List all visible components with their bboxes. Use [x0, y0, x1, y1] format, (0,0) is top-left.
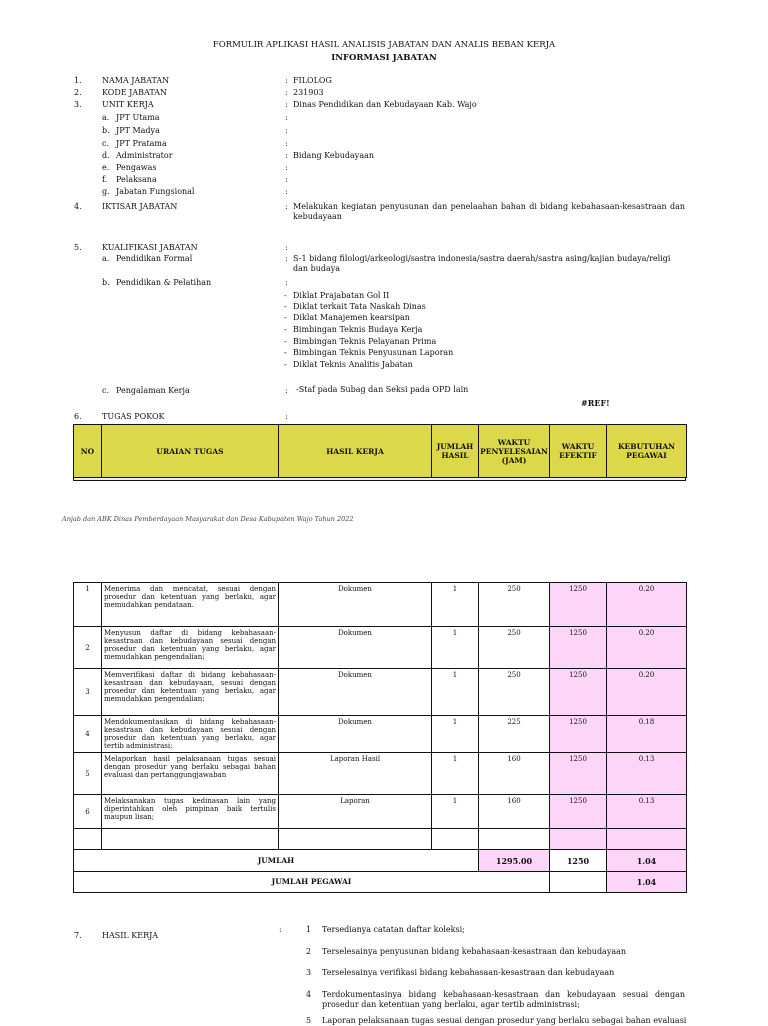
- list-item: Terselesainya verifikasi bidang kebahasaan-kesastraan dan kebudayaan: [322, 968, 615, 977]
- list-item: Laporan pelaksanaan tugas sesuai dengan prosedur yang berlaku sebagai bahan evaluasi: [322, 1016, 687, 1025]
- colon: :: [285, 243, 288, 252]
- sub-letter: b.: [102, 126, 110, 135]
- row-label: HASIL KERJA: [102, 931, 159, 940]
- cell-efektif: 1250: [550, 716, 607, 753]
- cell-efektif: 1250: [550, 669, 607, 716]
- list-item: Bimbingan Teknis Pelayanan Prima: [293, 337, 437, 346]
- cell-jumlah: 1: [432, 753, 479, 795]
- list-bullet: -: [284, 360, 287, 369]
- list-bullet: -: [284, 325, 287, 334]
- cell-waktu: 225: [479, 716, 550, 753]
- sub-label: Pengalaman Kerja: [116, 386, 190, 395]
- list-bullet: -: [284, 337, 287, 346]
- row-number: 4.: [74, 202, 82, 211]
- colon: :: [285, 88, 288, 97]
- cell-jumlah: 1: [432, 583, 479, 627]
- colon: :: [285, 139, 288, 148]
- cell-jumlah: 1: [432, 669, 479, 716]
- sub-letter: f.: [102, 175, 108, 184]
- cell-kebutuhan: 0.20: [607, 627, 687, 669]
- colon: :: [285, 175, 288, 184]
- row-value: Melakukan kegiatan penyusunan dan penelaahan bahan di bidang kebahasaan-kesastraan dan kebudayaan: [293, 202, 685, 221]
- row-number: 3.: [74, 100, 82, 109]
- list-item: Terselesainya penyusunan bidang kebahasaan-kesastraan dan kebudayaan: [322, 947, 627, 956]
- list-number: 5: [306, 1016, 312, 1025]
- sub-letter: a.: [102, 113, 110, 122]
- sub-label: Pengawas: [116, 163, 157, 172]
- cell-uraian: Melaporkan hasil pelaksanaan tugas sesuai dengan prosedur yang berlaku sebagai bahan evaluasi dan pertanggungjawaban: [102, 753, 279, 795]
- row-value: -Staf pada Subag dan Seksi pada OPD lain: [296, 385, 469, 394]
- cell-jumlah: 1: [432, 627, 479, 669]
- footer-note: Anjab dan ABK Dinas Pemberdayaan Masyarakat dan Desa Kabupaten Wajo Tahun 2022: [62, 515, 354, 523]
- row-value: Bidang Kebudayaan: [293, 151, 375, 160]
- cell-hasil: Laporan Hasil: [279, 753, 432, 795]
- list-item: Diklat Prajabatan Gol II: [293, 291, 390, 300]
- sub-label: Administrator: [116, 151, 173, 160]
- colon: :: [285, 254, 288, 263]
- cell-waktu: 250: [479, 583, 550, 627]
- cell-efektif: 1250: [550, 795, 607, 829]
- header-waktu-efektif: WAKTU EFEKTIF: [550, 425, 607, 478]
- list-number: 4: [306, 990, 312, 999]
- cell-waktu: 160: [479, 795, 550, 829]
- row-number: 7.: [74, 931, 82, 940]
- header-no: NO: [74, 425, 102, 478]
- cell-waktu: 160: [479, 753, 550, 795]
- section-title: INFORMASI JABATAN: [331, 53, 437, 63]
- form-title: FORMULIR APLIKASI HASIL ANALISIS JABATAN DAN ANALIS BEBAN KERJA: [212, 40, 556, 50]
- colon: :: [285, 412, 288, 421]
- colon: :: [285, 151, 288, 160]
- sub-label: JPT Utama: [116, 113, 160, 122]
- tasks-table: [73, 582, 687, 893]
- row-number: 1.: [74, 76, 82, 85]
- list-bullet: -: [284, 291, 287, 300]
- header-kebutuhan: KEBUTUHAN PEGAWAI: [607, 425, 687, 478]
- colon: :: [285, 126, 288, 135]
- list-number: 2: [306, 947, 312, 956]
- sub-label: JPT Madya: [116, 126, 160, 135]
- colon: :: [285, 100, 288, 109]
- table-row-empty: [74, 829, 687, 850]
- colon: :: [285, 187, 288, 196]
- cell-no: 6: [74, 795, 102, 829]
- table-row: [74, 583, 687, 627]
- cell-efektif: 1250: [550, 627, 607, 669]
- table-row: [74, 627, 687, 669]
- cell-hasil: Dokumen: [279, 669, 432, 716]
- cell-kebutuhan: 0.13: [607, 795, 687, 829]
- sub-label: Jabatan Fungsional: [116, 187, 195, 196]
- cell-no: 3: [74, 669, 102, 716]
- row-number: 5.: [74, 243, 82, 252]
- list-bullet: -: [284, 313, 287, 322]
- cell-uraian: Melaksanakan tugas kedinasan lain yang diperintahkan oleh pimpinan baik tertulis maupun lisan;: [102, 795, 279, 829]
- cell-uraian: Menyusun daftar di bidang kebahasaan-kesastraan dan kebudayaan sesuai dengan prosedur dan ketentuan yang berlaku, agar memudahkan pengendalian;: [102, 627, 279, 669]
- list-number: 1: [306, 925, 312, 934]
- table-row: [74, 795, 687, 829]
- colon: :: [285, 386, 288, 395]
- pegawai-label: JUMLAH PEGAWAI: [74, 872, 550, 893]
- cell-no: 1: [74, 583, 102, 627]
- row-label: UNIT KERJA: [102, 100, 154, 109]
- row-value: 231903: [293, 88, 324, 97]
- cell-efektif: 1250: [550, 753, 607, 795]
- colon: :: [285, 76, 288, 85]
- row-label: KUALIFIKASI JABATAN: [102, 243, 198, 252]
- table-row: [74, 669, 687, 716]
- cell-hasil: Dokumen: [279, 627, 432, 669]
- sub-letter: c.: [102, 139, 110, 148]
- total-row: [74, 850, 687, 872]
- cell-efektif: 1250: [550, 583, 607, 627]
- sub-label: Pelaksana: [116, 175, 157, 184]
- cell-kebutuhan: 0.13: [607, 753, 687, 795]
- list-number: 3: [306, 968, 312, 977]
- sub-letter: c.: [102, 386, 110, 395]
- list-item: Bimbingan Teknis Budaya Kerja: [293, 325, 423, 334]
- list-item: Bimbingan Teknis Penyusunan Laporan: [293, 348, 454, 357]
- tasks-header-table: [73, 424, 687, 478]
- cell-jumlah: 1: [432, 716, 479, 753]
- cell-no: 5: [74, 753, 102, 795]
- sub-letter: g.: [102, 187, 110, 196]
- list-item: Terdokumentasinya bidang kebahasaan-kesastraan dan kebudayaan sesuai dengan prosedur dan ketentuan yang berlaku, agar tertib administrasi;: [322, 990, 685, 1009]
- header-waktu-penyelesaian: WAKTU PENYELESAIAN (JAM): [479, 425, 550, 478]
- cell-uraian: Mendokumentasikan di bidang kebahasaan-kesastraan dan kebudayaan sesuai dengan prosedur dan ketentuan yang berlaku, agar tertib administrasi;: [102, 716, 279, 753]
- sub-label: JPT Pratama: [116, 139, 167, 148]
- header-bottom-strip: [73, 478, 686, 481]
- sub-letter: e.: [102, 163, 110, 172]
- list-bullet: -: [284, 302, 287, 311]
- list-item: Diklat Manajemen kearsipan: [293, 313, 410, 322]
- pegawai-row: [74, 872, 687, 893]
- colon: :: [279, 925, 282, 934]
- colon: :: [285, 163, 288, 172]
- list-item: Diklat terkait Tata Naskah Dinas: [293, 302, 426, 311]
- jumlah-waktu: 1295.00: [479, 850, 550, 872]
- cell-waktu: 250: [479, 669, 550, 716]
- row-label: IKTISAR JABATAN: [102, 202, 178, 211]
- cell-waktu: 250: [479, 627, 550, 669]
- sub-label: Pendidikan Formal: [116, 254, 193, 263]
- jumlah-label: JUMLAH: [74, 850, 479, 872]
- row-label: TUGAS POKOK: [102, 412, 165, 421]
- header-jumlah: JUMLAH HASIL: [432, 425, 479, 478]
- jumlah-kebutuhan: 1.04: [607, 850, 687, 872]
- cell-no: 2: [74, 627, 102, 669]
- row-label: KODE JABATAN: [102, 88, 167, 97]
- cell-hasil: Dokumen: [279, 716, 432, 753]
- table-row: [74, 716, 687, 753]
- cell-kebutuhan: 0.18: [607, 716, 687, 753]
- sub-label: Pendidikan & Pelatihan: [116, 278, 212, 287]
- header-uraian: URAIAN TUGAS: [102, 425, 279, 478]
- cell-no: 4: [74, 716, 102, 753]
- row-value: S-1 bidang filologi/arkeologi/sastra indonesia/sastra daerah/sastra asing/kajian budaya/religi dan budaya: [293, 254, 671, 273]
- row-value: Dinas Pendidikan dan Kebudayaan Kab. Wajo: [293, 100, 477, 109]
- sub-letter: d.: [102, 151, 110, 160]
- pegawai-value: 1.04: [607, 872, 687, 893]
- cell-jumlah: 1: [432, 795, 479, 829]
- row-number: 6.: [74, 412, 82, 421]
- sub-letter: b.: [102, 278, 110, 287]
- colon: :: [285, 202, 288, 211]
- row-number: 2.: [74, 88, 82, 97]
- row-value: FILOLOG: [293, 76, 332, 85]
- table-row: [74, 753, 687, 795]
- sub-letter: a.: [102, 254, 110, 263]
- cell-uraian: Memverifikasi daftar di bidang kebahasaan-kesastraan dan kebudayaan, sesuai dengan prosedur dan ketentuan yang berlaku, agar memudahkan pengendalian;: [102, 669, 279, 716]
- colon: :: [285, 113, 288, 122]
- list-item: Diklat Teknis Analitis Jabatan: [293, 360, 413, 369]
- colon: :: [285, 278, 288, 287]
- header-hasil: HASIL KERJA: [279, 425, 432, 478]
- list-item: Tersedianya catatan daftar koleksi;: [322, 925, 465, 934]
- jumlah-efektif: 1250: [550, 850, 607, 872]
- ref-error: #REF!: [581, 398, 610, 408]
- list-bullet: -: [284, 348, 287, 357]
- row-label: NAMA JABATAN: [102, 76, 170, 85]
- cell-hasil: Laporan: [279, 795, 432, 829]
- cell-kebutuhan: 0.20: [607, 669, 687, 716]
- cell-hasil: Dokumen: [279, 583, 432, 627]
- cell-uraian: Menerima dan mencatat, sesuai dengan prosedur dan ketentuan yang berlaku, agar memudahkan pendataan.: [102, 583, 279, 627]
- cell-kebutuhan: 0.20: [607, 583, 687, 627]
